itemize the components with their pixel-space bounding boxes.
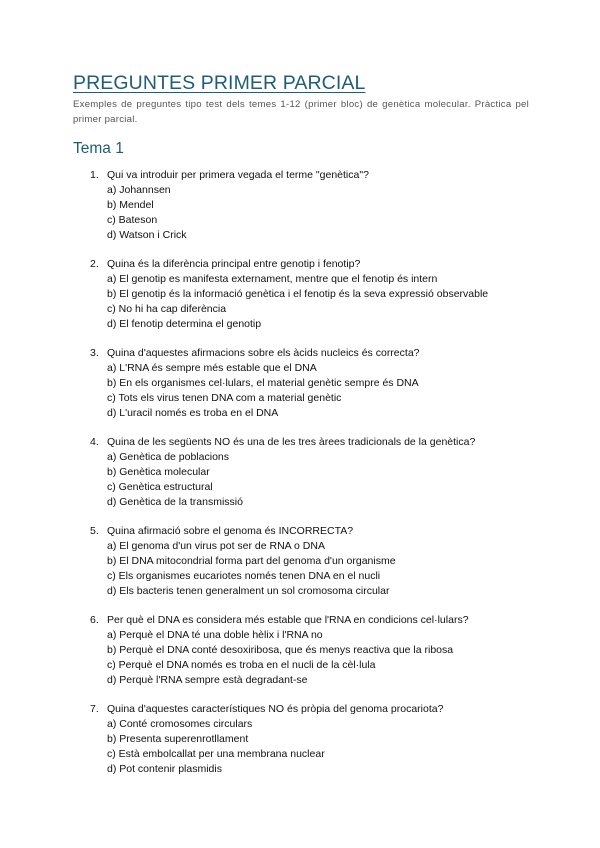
answer-option: d) El fenotip determina el genotip — [107, 318, 262, 330]
answer-option: b) En els organismes cel·lulars, el material genètic sempre és DNA — [107, 377, 419, 389]
answer-option: b) Perquè el DNA conté desoxiribosa, que és menys reactiva que la ribosa — [107, 644, 454, 656]
answer-option: a) L'RNA és sempre més estable que el DNA — [107, 362, 317, 374]
answer-option: a) Perquè el DNA té una doble hèlix i l'RNA no — [107, 629, 323, 641]
question-item — [90, 613, 530, 688]
question-list — [90, 168, 530, 791]
question-item — [90, 168, 530, 243]
question-item — [90, 524, 530, 599]
question-number: 7. — [90, 703, 99, 715]
answer-option: a) Johannsen — [107, 184, 171, 196]
question-item — [90, 435, 530, 510]
answer-option: a) Genètica de poblacions — [107, 451, 229, 463]
question-number: 2. — [90, 258, 99, 270]
answer-option: d) Genètica de la transmissió — [107, 496, 243, 508]
answer-options — [107, 539, 530, 599]
question-text: Quina afirmació sobre el genoma és INCORRECTA? — [107, 525, 354, 537]
answer-option: b) Mendel — [107, 199, 154, 211]
answer-option: d) Perquè l'RNA sempre està degradant-se — [107, 674, 308, 686]
answer-option: d) L'uracil només es troba en el DNA — [107, 407, 279, 419]
answer-option: c) Tots els virus tenen DNA com a material genètic — [107, 392, 342, 404]
question-item — [90, 346, 530, 421]
answer-options — [107, 183, 530, 243]
answer-options — [107, 361, 530, 421]
answer-option: c) Els organismes eucariotes només tenen DNA en el nucli — [107, 570, 381, 582]
answer-option: b) El DNA mitocondrial forma part del genoma d'un organisme — [107, 555, 396, 567]
answer-option: c) Genètica estructural — [107, 481, 213, 493]
answer-options — [107, 628, 530, 688]
question-item — [90, 702, 530, 777]
answer-option: c) Està embolcallat per una membrana nuclear — [107, 748, 325, 760]
question-number: 5. — [90, 525, 99, 537]
answer-option: c) No hi ha cap diferència — [107, 303, 227, 315]
answer-option: c) Bateson — [107, 214, 158, 226]
document-title: PREGUNTES PRIMER PARCIAL — [73, 72, 366, 94]
question-text: Qui va introduir per primera vegada el terme "genètica"? — [107, 169, 369, 181]
answer-option: c) Perquè el DNA només es troba en el nucli de la cèl·lula — [107, 659, 376, 671]
answer-option: a) El genotip es manifesta externament, mentre que el fenotip és intern — [107, 273, 438, 285]
section-heading: Tema 1 — [73, 140, 124, 157]
question-number: 6. — [90, 614, 99, 626]
answer-options — [107, 717, 530, 777]
answer-option: a) Conté cromosomes circulars — [107, 718, 253, 730]
answer-option: d) Els bacteris tenen generalment un sol cromosoma circular — [107, 585, 390, 597]
question-number: 4. — [90, 436, 99, 448]
answer-option: d) Watson i Crick — [107, 229, 187, 241]
question-number: 3. — [90, 347, 99, 359]
answer-option: d) Pot contenir plasmidis — [107, 763, 222, 775]
question-number: 1. — [90, 169, 99, 181]
answer-option: b) El genotip és la informació genètica i el fenotip és la seva expressió observable — [107, 288, 489, 300]
answer-option: a) El genoma d'un virus pot ser de RNA o DNA — [107, 540, 325, 552]
document-subtitle: Exemples de preguntes tipo test dels temes 1-12 (primer bloc) de genètica molecular. Pràctica pel primer parcial. — [73, 99, 529, 125]
question-item — [90, 257, 530, 332]
answer-option: b) Genètica molecular — [107, 466, 210, 478]
question-text: Quina de les següents NO és una de les tres àrees tradicionals de la genètica? — [107, 436, 476, 448]
answer-option: b) Presenta superenrotllament — [107, 733, 249, 745]
question-text: Quina d'aquestes característiques NO és pròpia del genoma procariota? — [107, 703, 444, 715]
question-text: Quina d'aquestes afirmacions sobre els àcids nucleics és correcta? — [107, 347, 420, 359]
answer-options — [107, 272, 530, 332]
question-text: Quina és la diferència principal entre genotip i fenotip? — [107, 258, 361, 270]
answer-options — [107, 450, 530, 510]
question-text: Per què el DNA es considera més estable que l'RNA en condicions cel·lulars? — [107, 614, 469, 626]
